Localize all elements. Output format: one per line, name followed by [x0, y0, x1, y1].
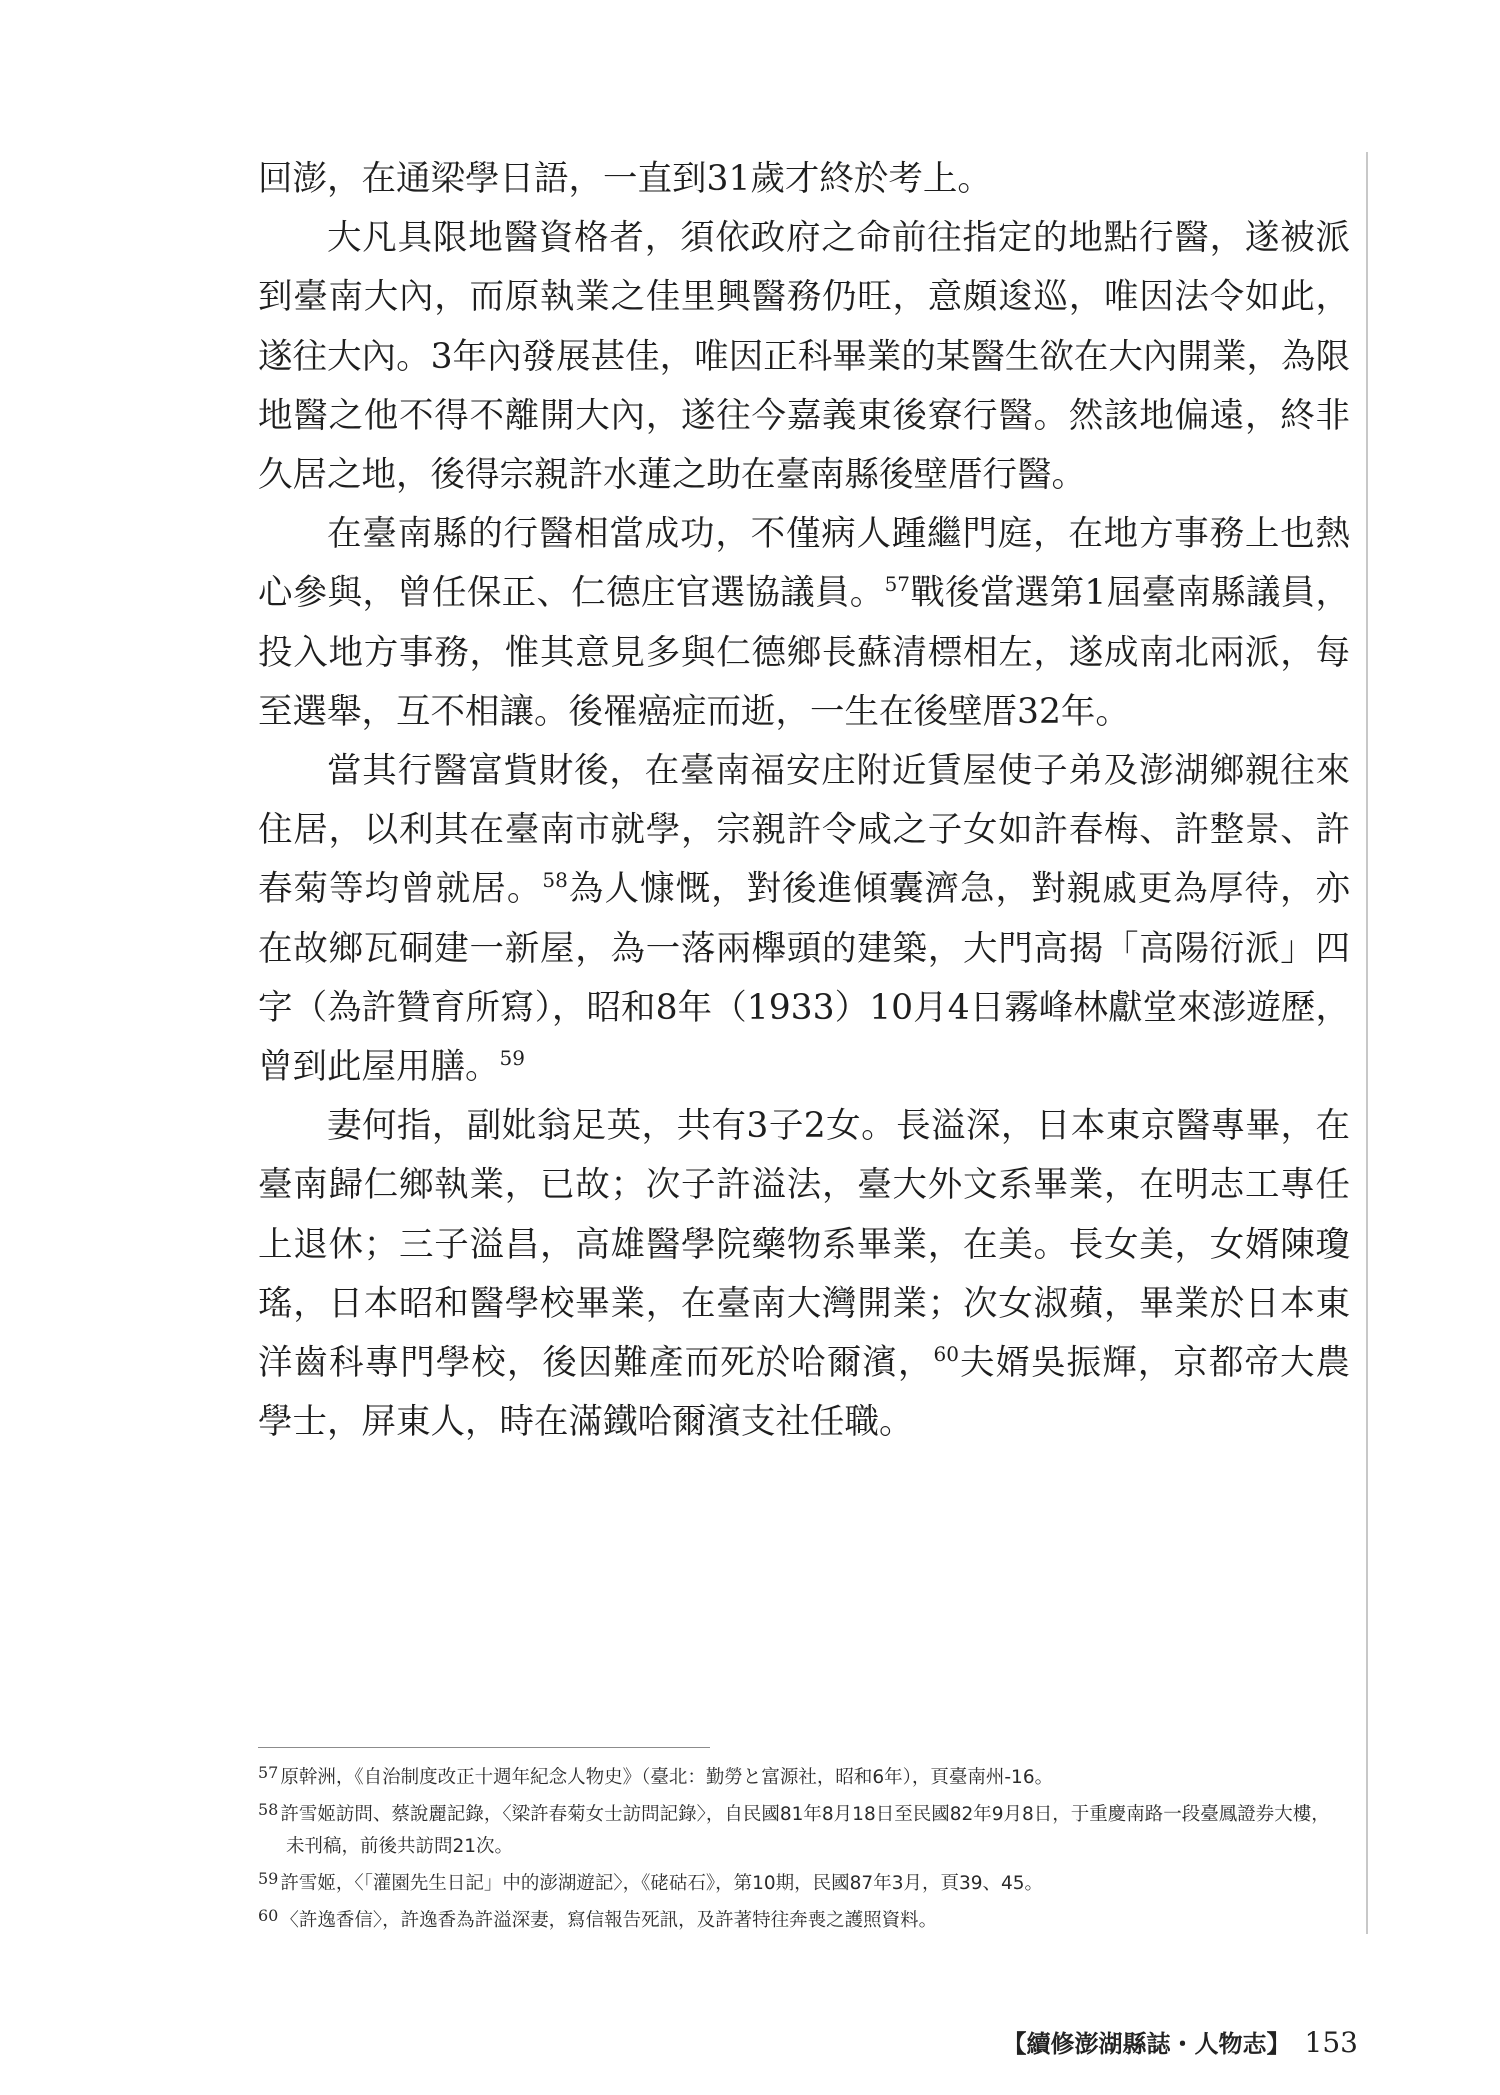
paragraph-5-text-a: 妻何指，副妣翁足英，共有3子2女。長溢深，日本東京醫專畢，在臺南歸仁鄉執業，已故；次子許溢法，臺大外文系畢業，在明志工專任上退休；三子溢昌，高雄醫學院藥物系畢業，在美。長女美，女婿陳瓊瑤，日本昭和醫學校畢業，在臺南大灣開業；次女淑蘋，畢業於日本東洋齒科專門學校，後因難產而死於哈爾濱，	[258, 1106, 1350, 1384]
footnote-58	[258, 1794, 1348, 1863]
page-number: 153	[1304, 2026, 1358, 2059]
running-title: 【續修澎湖縣誌・人物志】	[1002, 2029, 1291, 2058]
footnote-ref-57[interactable]: 57	[884, 572, 911, 597]
paragraph-1	[258, 150, 1350, 209]
paragraph-5	[258, 1097, 1350, 1452]
paragraph-3	[258, 505, 1350, 742]
footnotes	[258, 1757, 1348, 1937]
footnote-number: 58	[258, 1800, 279, 1819]
footnote-59	[258, 1863, 1348, 1900]
footnote-text: 原幹洲，《自治制度改正十週年紀念人物史》（臺北：勤勞と富源社，昭和6年），頁臺南州-16。	[280, 1767, 1054, 1788]
footnote-text: 〈許逸香信〉，許逸香為許溢深妻，寫信報告死訊，及許著特往奔喪之護照資料。	[280, 1910, 938, 1931]
paragraph-2	[258, 209, 1350, 505]
paragraph-3-text-b: 戰後當選第1屆臺南縣議員，投入地方事務，惟其意見多與仁德鄉長蘇清標相左，遂成南北兩派，每至選舉，互不相讓。後罹癌症而逝，一生在後壁厝32年。	[258, 573, 1351, 732]
footnote-ref-60[interactable]: 60	[933, 1342, 959, 1367]
page-footer	[1003, 2024, 1358, 2059]
footnote-60	[258, 1900, 1348, 1937]
footnote-number: 59	[258, 1869, 279, 1888]
paragraph-5-text-b: 夫婿吳振輝，京都帝大農學士，屏東人，時在滿鐵哈爾濱支社任職。	[258, 1343, 1351, 1443]
footnote-57	[258, 1757, 1348, 1794]
paragraph-3-text-a: 在臺南縣的行醫相當成功，不僅病人踵繼門庭，在地方事務上也熱心參與，曾任保正、仁德庄官選協議員。	[258, 514, 1350, 614]
footnote-number: 60	[258, 1906, 279, 1925]
body-text	[258, 150, 1350, 1452]
paragraph-4-text-b: 為人慷慨，對後進傾囊濟急，對親戚更為厚待，亦在故鄉瓦硐建一新屋，為一落兩櫸頭的建築，大門高揭「高陽衍派」四字（為許贊育所寫），昭和8年（1933）10月4日霧峰林獻堂來澎遊歷，曾到此屋用膳。	[258, 869, 1351, 1088]
footnote-ref-59[interactable]: 59	[499, 1046, 525, 1071]
footnote-text: 許雪姬，〈「灌園先生日記」中的澎湖遊記〉，《硓𥑮石》，第10期，民國87年3月，頁39、45。	[280, 1873, 1044, 1894]
margin-rule	[1366, 152, 1368, 1934]
footnote-number: 57	[258, 1763, 279, 1782]
paragraph-4-text-a: 當其行醫富貲財後，在臺南福安庄附近賃屋使子弟及澎湖鄉親往來住居，以利其在臺南市就學，宗親許令咸之子女如許春梅、許整景、許春菊等均曾就居。	[258, 751, 1350, 910]
paragraph-2-text: 大凡具限地醫資格者，須依政府之命前往指定的地點行醫，遂被派到臺南大內，而原執業之佳里興醫務仍旺，意頗逡巡，唯因法令如此，遂往大內。3年內發展甚佳，唯因正科畢業的某醫生欲在大內開業，為限地醫之他不得不離開大內，遂往今嘉義東後寮行醫。然該地偏遠，終非久居之地，後得宗親許水蓮之助在臺南縣後壁厝行醫。	[258, 218, 1350, 496]
paragraph-1-text: 回澎，在通梁學日語，一直到31歲才終於考上。	[258, 159, 992, 199]
footnote-text: 許雪姬訪問、蔡說麗記錄，〈梁許春菊女士訪問記錄〉，自民國81年8月18日至民國82年9月8日，于重慶南路一段臺鳳證券大樓，未刊稿，前後共訪問21次。	[280, 1804, 1330, 1857]
paragraph-4	[258, 742, 1350, 1097]
footnote-separator	[258, 1747, 710, 1748]
footnote-ref-58[interactable]: 58	[542, 868, 568, 893]
